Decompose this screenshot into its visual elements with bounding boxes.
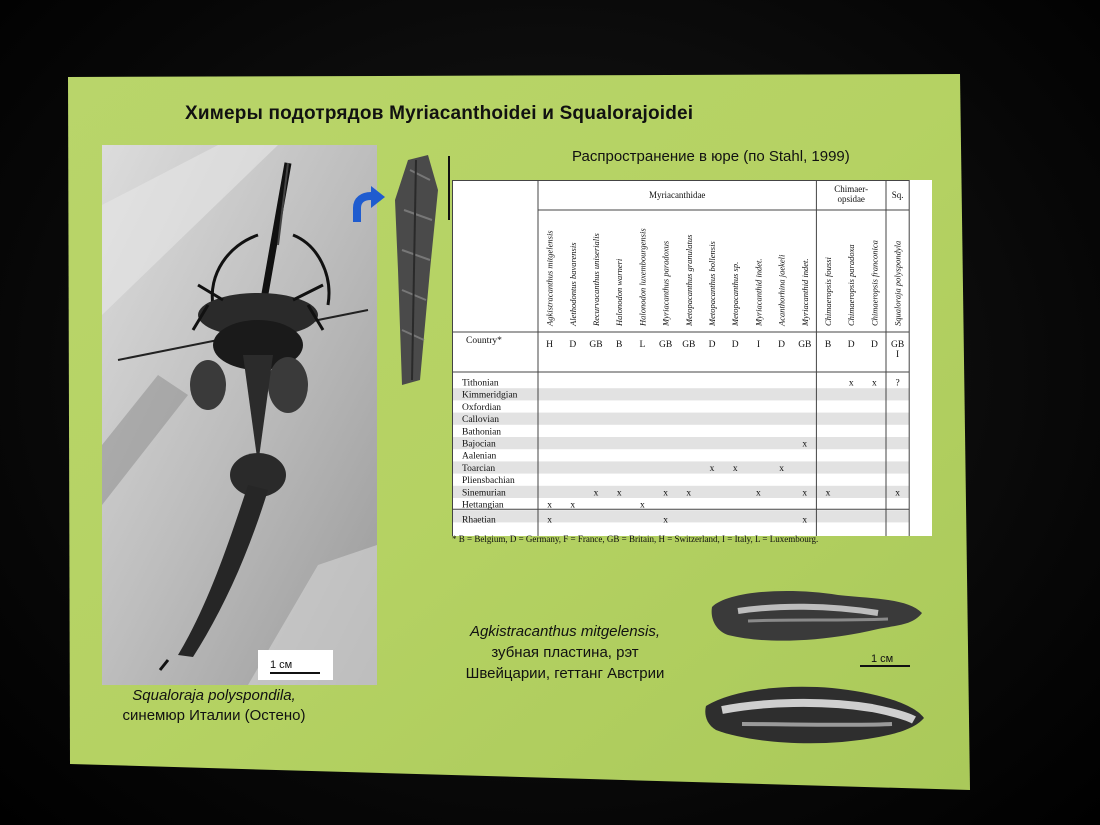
species-country: B: [824, 340, 832, 350]
tooth-plate-photo-bottom: [702, 676, 928, 748]
table-border: [453, 181, 910, 537]
species-name: Recurvacanthus uniserialis: [591, 233, 601, 326]
occurrence-mark: ?: [895, 378, 900, 389]
slide-title: Химеры подотрядов Myriacanthoidei и Squalorajoidei: [185, 103, 694, 124]
occurrence-mark: x: [802, 439, 808, 450]
species-country: D: [847, 340, 855, 350]
occurrence-mark: x: [756, 488, 761, 499]
occurrence-mark: x: [616, 488, 622, 499]
fin-spine-fossil-photo: [390, 150, 446, 390]
species-country: D: [870, 340, 878, 350]
species-name: Metopacanthus granulatus: [683, 234, 694, 326]
right-caption: [440, 621, 690, 684]
occurrence-mark: x: [779, 463, 784, 474]
distribution-table: [452, 180, 932, 536]
species-country: B: [616, 340, 623, 350]
right-caption-line-3: Швейцарии, геттанг Австрии: [465, 665, 665, 682]
stage-label: Bathonian: [462, 427, 502, 438]
stage-label: Tithonian: [462, 378, 499, 389]
species-country: GB: [589, 340, 603, 350]
species-name: Metopacanthus bollensis: [707, 241, 717, 326]
occurrence-mark: x: [547, 515, 552, 526]
species-name: Myriacanthid indet.: [753, 258, 764, 326]
occurrence-mark: x: [570, 500, 576, 511]
species-country: GB: [658, 340, 673, 350]
stage-label: Hettangian: [462, 500, 504, 511]
occurrence-mark: x: [802, 515, 808, 526]
right-caption-species: Agkistracanthus mitgelensis,: [469, 623, 661, 640]
distribution-table-grid: [452, 180, 932, 536]
scale-label-right: 1 см: [871, 653, 894, 665]
species-country: D: [731, 340, 739, 350]
occurrence-mark: x: [848, 378, 854, 389]
species-name: Chimaeropsis foussi: [823, 257, 833, 326]
species-name: Chimaeropsis paradoxa: [846, 244, 857, 326]
occurrence-mark: x: [663, 488, 668, 499]
occurrence-mark: x: [547, 500, 552, 511]
occurrence-mark: x: [663, 515, 668, 526]
species-name: Halonodon warneri: [614, 258, 625, 326]
species-country: D: [708, 340, 716, 350]
scale-label-left: 1 см: [270, 659, 293, 671]
occurrence-mark: x: [640, 500, 645, 511]
species-name: Metopacanthus sp.: [730, 261, 741, 326]
group-header-0: Myriacanthidae: [648, 190, 706, 200]
occurrence-mark: x: [709, 463, 715, 474]
species-name: Agkistracanthus mitgelensis: [544, 230, 555, 326]
species-name: Halonodon luxembourgensis: [637, 228, 648, 326]
table-footnote: * B = Belgium, D = Germany, F = France, GB = Britain, H = Switzerland, I = Italy, L = Luxembourg.: [452, 534, 819, 544]
species-country: GB: [682, 340, 696, 350]
species-name: Squaloraja polyspondyla: [892, 240, 903, 326]
stage-label: Bajocian: [462, 439, 496, 450]
left-caption-locality: синемюр Италии (Остено): [122, 707, 306, 724]
stage-label: Callovian: [462, 415, 499, 426]
left-caption: [94, 686, 334, 726]
stage-label: Aalenian: [462, 451, 497, 462]
country-header: Country*: [466, 336, 502, 346]
species-country: H: [546, 340, 554, 350]
occurrence-mark: x: [686, 488, 692, 499]
species-name: Myriacanthus paradoxus: [660, 240, 671, 326]
squaloraja-fossil-photo: [98, 145, 378, 690]
table-stripe: [452, 461, 909, 473]
occurrence-mark: x: [872, 378, 877, 389]
species-name: Acanthorhina jaekeli: [776, 254, 787, 326]
species-country: GB: [798, 340, 812, 350]
stage-label: Rhaetian: [462, 515, 496, 526]
species-name: Chimaeropsis franconica: [869, 240, 880, 326]
species-country: D: [778, 340, 786, 350]
occurrence-mark: x: [802, 488, 808, 499]
table-stripe: [452, 388, 909, 400]
table-stripe: [452, 486, 909, 498]
species-country: D: [569, 340, 577, 350]
occurrence-mark: x: [825, 488, 831, 499]
group-header-1: Chimaer-opsidae: [834, 184, 869, 204]
species-name: Alethodontus bavarensis: [567, 242, 578, 326]
stage-label: Kimmeridgian: [462, 390, 518, 401]
species-country: I: [756, 340, 760, 350]
slide-subtitle: Распространение в юре (по Stahl, 1999): [572, 148, 850, 165]
left-caption-species: Squaloraja polyspondila,: [132, 687, 296, 704]
occurrence-mark: x: [895, 488, 900, 499]
species-name: Myriacanthid indet.: [799, 258, 810, 326]
occurrence-mark: x: [732, 463, 738, 474]
stage-label: Pliensbachian: [462, 476, 515, 487]
table-stripe: [452, 437, 909, 449]
curved-arrow-icon: [347, 186, 387, 224]
table-stripe: [452, 413, 909, 425]
group-header-2: Sq.: [891, 190, 904, 200]
occurrence-mark: x: [593, 488, 599, 499]
table-stripe: [452, 510, 909, 522]
tooth-plate-photo-top: [708, 585, 926, 647]
stage-label: Sinemurian: [462, 488, 506, 499]
right-caption-line-2: зубная пластина, рэт: [491, 644, 639, 661]
species-country: GB I: [890, 340, 905, 360]
species-country: L: [639, 340, 646, 350]
stage-label: Oxfordian: [462, 402, 502, 413]
stage-label: Toarcian: [462, 463, 496, 474]
